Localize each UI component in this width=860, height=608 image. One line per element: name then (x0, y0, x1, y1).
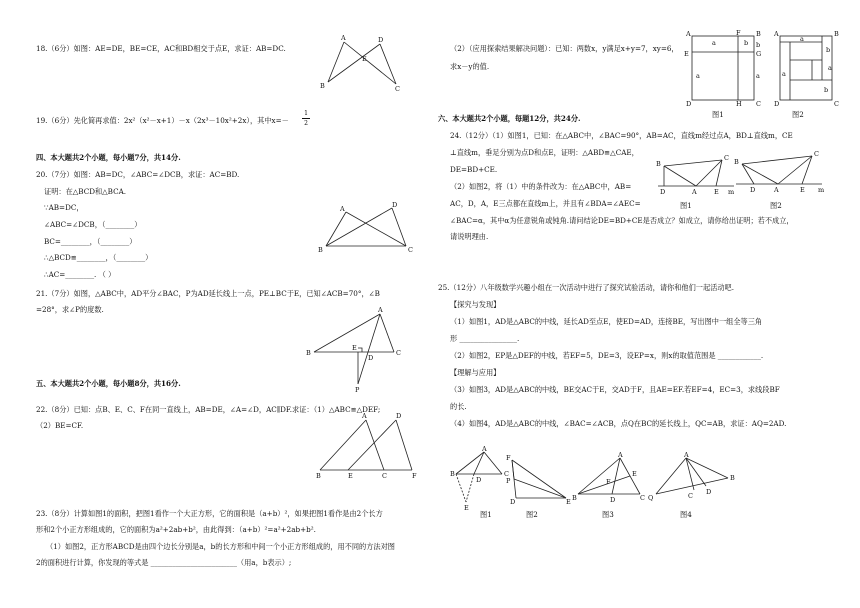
q20-line: ∵AB=DC， (44, 203, 84, 212)
svg-text:F: F (606, 478, 611, 486)
q24-figure-1 (652, 156, 736, 206)
svg-text:a: a (756, 72, 760, 80)
svg-text:C: C (382, 472, 387, 480)
fig-1-caption: 图1 (712, 110, 724, 119)
svg-text:A: A (686, 30, 691, 38)
svg-text:C: C (688, 492, 693, 500)
svg-text:A: A (341, 34, 346, 42)
svg-text:B: B (572, 494, 577, 502)
q23-part1: （1）如图2，正方形ABCD是由四个边长分别是a，b的长方形和中间一个小正方形组成的，用不同的方法对图 (46, 542, 395, 551)
svg-text:A: A (362, 412, 367, 420)
q24-line: ⊥直线m，垂足分别为点D和点E，证明：△ABD≌△CAE， (450, 148, 639, 157)
q24-fig-1-caption: 图1 (680, 201, 692, 210)
svg-text:B: B (756, 30, 761, 38)
svg-text:D: D (774, 100, 780, 108)
q24-line: AC，D，A，E三点都在直线m上，并且有∠BDA=∠AEC= (450, 199, 641, 208)
q25-line: 形 ________________. (450, 334, 520, 343)
q23-part2-cont: 求x－y的值. (450, 62, 490, 71)
svg-text:D: D (706, 488, 712, 496)
q25-line: （3）如图3，AD是△ABC的中线，BE交AC于E，交AD于F，且AE=EF.若EF=4，EC=3，求线段BF (450, 385, 780, 394)
svg-text:C: C (408, 246, 413, 254)
svg-text:C: C (395, 85, 400, 93)
svg-text:m: m (818, 186, 825, 194)
q25-line: （1）如图1，AD是△ABC的中线，延长AD至点E，使ED=AD，连接BE，写出图中一组全等三角 (450, 317, 763, 326)
svg-text:C: C (814, 150, 819, 158)
q25-fig-2-caption: 图2 (526, 510, 538, 519)
svg-text:A: A (692, 188, 697, 196)
q25-figure-1 (450, 446, 510, 516)
q25-line: 25.（12分）八年级数学兴趣小组在一次活动中进行了探究试验活动，请你和他们一起活动吧. (438, 283, 734, 292)
svg-text:b: b (824, 86, 829, 94)
q24-line: （2）如图2，将（1）中的条件改为：在△ABC中，AB= (450, 182, 632, 191)
svg-text:F: F (736, 29, 741, 37)
svg-text:D: D (368, 354, 374, 362)
q20-line: 证明：在△BCD和△BCA. (44, 187, 127, 196)
svg-text:D: D (610, 496, 616, 504)
svg-text:G: G (756, 50, 762, 58)
svg-text:E: E (362, 55, 367, 63)
svg-text:A: A (378, 306, 383, 314)
q25-line: 【探究与发现】 (450, 300, 501, 309)
q25-figure-3 (572, 452, 646, 504)
svg-text:Q: Q (648, 494, 654, 502)
svg-text:C: C (834, 100, 839, 108)
q25-fig-3-caption: 图3 (602, 510, 614, 519)
q18-figure (318, 34, 408, 92)
q25-fig-4-caption: 图4 (680, 510, 692, 519)
q19-frac-den: 2 (304, 120, 308, 127)
q22-figure (312, 414, 424, 484)
svg-text:B: B (656, 160, 661, 168)
svg-text:C: C (396, 349, 401, 357)
svg-text:D: D (686, 100, 692, 108)
q24-line: 请说明理由. (450, 232, 489, 241)
q21-figure (302, 308, 412, 394)
svg-text:H: H (736, 100, 742, 108)
q20-line: BC=________，（________） (44, 237, 137, 246)
q22-text: 22.（8分）已知：点B、E、C、F在同一直线上，AB=DE，∠A=∠D，AC∥DF.求证：（1）△ABC≌△DEF; (36, 405, 381, 414)
svg-text:E: E (632, 470, 637, 478)
svg-text:A: A (774, 186, 779, 194)
section-6-heading: 六、本大题共2个小题，每题12分，共24分. (438, 114, 581, 123)
svg-text:D: D (378, 36, 384, 44)
svg-text:E: E (684, 50, 689, 58)
q20-text: 20.（7分）如图：AB=DC，∠ABC=∠DCB，求证：AC=BD. (36, 170, 240, 179)
svg-text:B: B (450, 470, 455, 478)
q18-text: 18.（6分）如图：AE=DE，BE=CE，AC和BD相交于点E，求证：AB=DC. (36, 44, 286, 53)
svg-text:D: D (476, 476, 482, 484)
svg-text:E: E (800, 186, 805, 194)
q20-line: ∴△BCD≌________，（________） (44, 253, 153, 262)
svg-text:E: E (352, 344, 357, 352)
svg-text:P: P (506, 477, 511, 485)
svg-text:A: A (482, 445, 487, 453)
q25-line: （2）如图2，EP是△DEF的中线，若EF=5，DE=3，设EP=x，则x的取值范围是 ____________. (450, 351, 764, 360)
svg-text:a: a (782, 70, 786, 78)
svg-text:m: m (728, 188, 735, 196)
svg-text:C: C (640, 494, 645, 502)
svg-text:C: C (504, 470, 509, 478)
q19-frac-num: 1 (304, 110, 308, 117)
q25-fig-1-caption: 图1 (480, 510, 492, 519)
q23-text: 23.（8分）计算如图1的面积，把图1看作一个大正方形，它的面积是（a+b）²，如果把图1看作是由2个长方 (36, 509, 383, 518)
q21-text: 21.（7分）如图，△ABC中，AD平分∠BAC，P为AD延长线上一点，PE⊥BC于E，已知∠ACB=70°，∠B (36, 289, 380, 298)
q24-line: ∠BAC=α，其中α为任意锐角或钝角.请问结论DE=BD+CE是否成立？如成立，请你给出证明；若不成立， (450, 216, 794, 225)
svg-text:b: b (756, 41, 761, 49)
q24-fig-2-caption: 图2 (770, 201, 782, 210)
q19-text: 19.（6分）先化简再求值：2x²（x²－x+1）－x（2x³－10x²+2x），其中x=－ (36, 116, 289, 125)
section-5-heading: 五、本大题共2个小题，每小题8分，共16分. (36, 379, 181, 388)
q20-line: ∠ABC=∠DCB，（________） (44, 220, 142, 229)
q25-line: 的长. (450, 402, 467, 411)
q23-text-cont: 形和2个小正方形组成的，它的面积为a²+2ab+b²，由此得到：（a+b）²=a²+2ab+b². (36, 525, 316, 534)
svg-text:B: B (316, 472, 321, 480)
svg-text:C: C (756, 100, 761, 108)
svg-text:A: A (774, 30, 779, 38)
svg-text:a: a (828, 64, 832, 72)
svg-text:E: E (714, 188, 719, 196)
q24-line: 24.（12分）（1）如图1，已知：在△ABC中，∠BAC=90°，AB=AC，直线m经过点A，BD⊥直线m，CE (450, 131, 793, 140)
q20-line: ∴AC=________. （ ） (44, 270, 116, 279)
q20-figure (318, 201, 418, 256)
svg-text:E: E (464, 504, 469, 512)
q25-line: 【理解与应用】 (450, 368, 501, 377)
q23-figure-1 (684, 30, 764, 120)
svg-text:E: E (348, 472, 353, 480)
svg-text:B: B (318, 246, 323, 254)
svg-text:a: a (800, 35, 804, 43)
q25-figure-4 (648, 452, 738, 504)
svg-text:D: D (510, 498, 516, 506)
q25-figure-2 (506, 454, 572, 504)
q24-line: DE=BD+CE. (450, 165, 498, 174)
svg-text:D: D (660, 188, 666, 196)
section-4-heading: 四、本大题共2个小题，每小题7分，共14分. (36, 153, 181, 162)
svg-text:a: a (712, 39, 716, 47)
svg-text:F: F (506, 454, 511, 462)
svg-text:A: A (684, 451, 689, 459)
q25-line: （4）如图4，AD是△ABC的中线，∠BAC=∠ACB，点Q在BC的延长线上，QC=AB，求证：AQ=2AD. (450, 419, 787, 428)
fig-2-caption: 图2 (792, 110, 804, 119)
q22-text-cont: （2）BE=CF. (36, 421, 84, 430)
svg-text:D: D (750, 186, 756, 194)
svg-text:a: a (696, 72, 700, 80)
svg-text:A: A (340, 205, 345, 213)
svg-text:B: B (730, 474, 735, 482)
svg-text:b: b (826, 46, 831, 54)
q21-text-cont: =28°，求∠P的度数. (36, 305, 104, 314)
q23-part2: （2）（应用探索结果解决问题）：已知：两数x，y满足x+y=7，xy=6， (450, 44, 679, 53)
svg-text:F: F (412, 472, 417, 480)
svg-text:C: C (724, 154, 729, 162)
svg-text:B: B (320, 82, 325, 90)
svg-text:A: A (618, 451, 623, 459)
svg-text:D: D (392, 201, 398, 209)
q23-part1-cont: 2的面积进行计算，你发现的等式是 ________________________（用a，b表示）; (36, 558, 292, 567)
svg-text:E: E (566, 498, 571, 506)
svg-text:D: D (396, 412, 402, 420)
svg-text:B: B (734, 158, 739, 166)
svg-text:P: P (355, 386, 360, 394)
svg-text:b: b (744, 39, 749, 47)
frac-bar (302, 118, 310, 119)
svg-text:B: B (306, 349, 311, 357)
svg-text:B: B (834, 30, 839, 38)
q23-figure-2 (772, 30, 852, 120)
q24-figure-2 (734, 152, 828, 204)
